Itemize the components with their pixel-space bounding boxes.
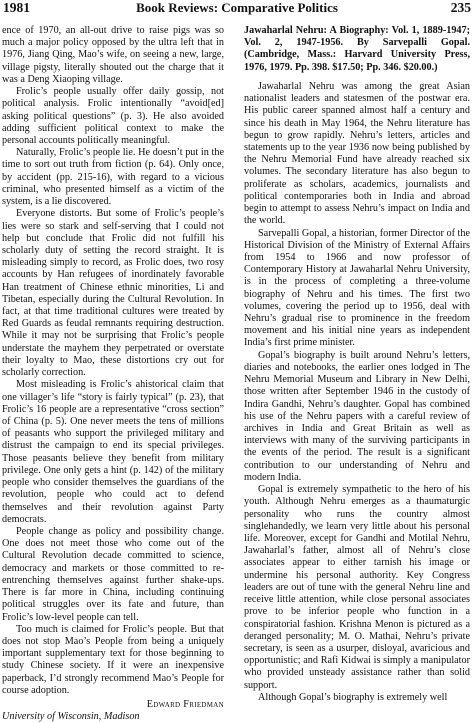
page-number: 235 — [450, 0, 471, 15]
paragraph: Everyone distorts. But some of Frolic’s people’s lies were so stark and self-serving that I could not help but conclude that Frolic did not fulfill his scholarly duty of setting the record straight. It is misleading simply to record, as Frolic does, two rosy accounts by Han refugees of inordinately favorable Han treatment of Chinese ethnic minorities, Li and Tibetan, especially during the Cultural Revolution. In fact, at that time traditional cultures were treated by Red Guards as feudal remnants requiring destruction. While it may not be surprising that Frolic’s people understate the mayhem they perpetrated or overstate their loyalty to Mao, these distortions cry out for scholarly correction. — [2, 208, 224, 379]
paragraph: Frolic’s people usually offer daily gossip, not political analysis. Frolic intentionally “avoid[ed] asking political questions” (p. 3). He also avoided adding sufficient political context to make the personal accounts politically meaningful. — [2, 86, 224, 146]
book-citation: Jawaharlal Nehru: A Biography: Vol. 1, 1889-1947; Vol. 2, 1947-1956. By Sarvepalli Gopal. (Cambridge, Mass.: Harvard University Press, 1976, 1979. Pp. 398. $17.50; Pp. 346. $20.00.) — [244, 25, 470, 73]
page-header — [0, 0, 474, 16]
right-column — [244, 25, 470, 704]
paragraph: ence of 1970, an all-out drive to raise pigs was so much a major policy opposed by the ultra left that in 1976, Jiang Qing, Mao’s wife, on seeing a new, large, village pigsty, literally shouted out the charge that it was a Deng Xiaoping village. — [2, 25, 224, 85]
paragraph: Gopal’s biography is built around Nehru’s letters, diaries and notebooks, the earlier ones lodged in The Nehru Memorial Museum and Library in New Delhi, those written after September 1946 in the custody of Indira Gandhi, Nehru’s daughter. Gopal has combined his use of the Nehru papers with a careful review of archives in India and Great Britain as well as interviews with many of the surviving participants in the events of the period. The result is a significant contribution to our understanding of Nehru and modern India. — [244, 349, 470, 483]
left-column — [2, 25, 224, 723]
paragraph: Jawaharlal Nehru was among the great Asian nationalist leaders and statesmen of the postwar era. His public career spanned almost half a century and since his death in May 1964, the Nehru literature has begun to grow rapidly. Nehru’s letters, articles and statements up to the year 1936 now being published by the Nehru Memorial Fund have already reached six volumes. The secondary literature has also begun to proliferate as scholars, academics, journalists and political contemporaries both in India and abroad begin to attempt to assess Nehru’s impact on India and the world. — [244, 80, 470, 227]
running-title: Book Reviews: Comparative Politics — [136, 0, 338, 15]
paragraph: Although Gopal’s biography is extremely well — [258, 691, 448, 703]
paragraph: Gopal is extremely sympathetic to the hero of his youth. Although Nehru emerges as a thaumaturgic personality who runs the country almost singlehandedly, we learn very little about his personal life. Moreover, except for Gandhi and Motilal Nehru, Jawaharlal’s father, almost all of Nehru’s close associates appear to either tarnish his image or undermine his personal authority. Key Congress leaders are out of tune with the general Nehru line and receive little attention, while close personal associates prove to be inferior people who function in a conspiratorial fashion. Krishna Menon is pictured as a deranged personality; M. O. Mathai, Nehru’s private secretary, is seen as a usurper, disloyal, avaricious and opportunistic; and Rafi Kidwai is simply a manipulator who provided unsteady assistance rather than solid support. — [244, 484, 470, 691]
paragraph: People change as policy and possibility change. One does not meet those who come out of the Cultural Revolution decade committed to science, democracy and markets or those committed to re-entrenching themselves against further shake-ups. There is far more in China, including continuing political struggles over its fate and future, than Frolic’s low-level people can tell. — [2, 525, 224, 623]
reviewer-affiliation: University of Wisconsin, Madison — [2, 711, 140, 723]
paragraph: Sarvepalli Gopal, a historian, former Director of the Historical Division of the Ministry of External Affairs from 1954 to 1966 and now professor of Contemporary History at Jawaharlal Nehru University, is in the process of completing a three-volume biography of Nehru and his times. The first two volumes, covering the period up to 1956, deal with Nehru’s gradual rise to prominence in the freedom movement and his initial nine years as independent India’s first prime minister. — [244, 227, 470, 349]
paragraph: Too much is claimed for Frolic’s people. But that does not stop Mao’s People from being a uniquely important supplementary text for those beginning to study Chinese society. If it were an inexpensive paperback, I’d strongly recommend Mao’s People for course adoption. — [2, 623, 224, 696]
paragraph: Most misleading is Frolic’s ahistorical claim that one villager’s life “story is fairly typical” (p. 23), that Frolic’s 16 people are a representative “cross section” of China (p. 5). One never meets the tens of millions of peasants who support the privileged military and distrust the campaign to end its special privileges. Those peasants believe they benefit from military privilege. One only gets a hint (p. 142) of the military people who consider themselves the guardians of the revolution, people who could act to defend themselves and their revolution against Party democrats. — [2, 379, 224, 525]
reviewer-name: Edward Friedman — [146, 699, 224, 711]
page-year: 1981 — [3, 0, 30, 15]
paragraph: Naturally, Frolic’s people lie. He doesn’t put in the time to sort out truth from fiction (p. 64). Only once, by accident (pp. 215-16), with regard to a vicious criminal, who presented himself as a victim of the system, is a lie discovered. — [2, 147, 224, 208]
